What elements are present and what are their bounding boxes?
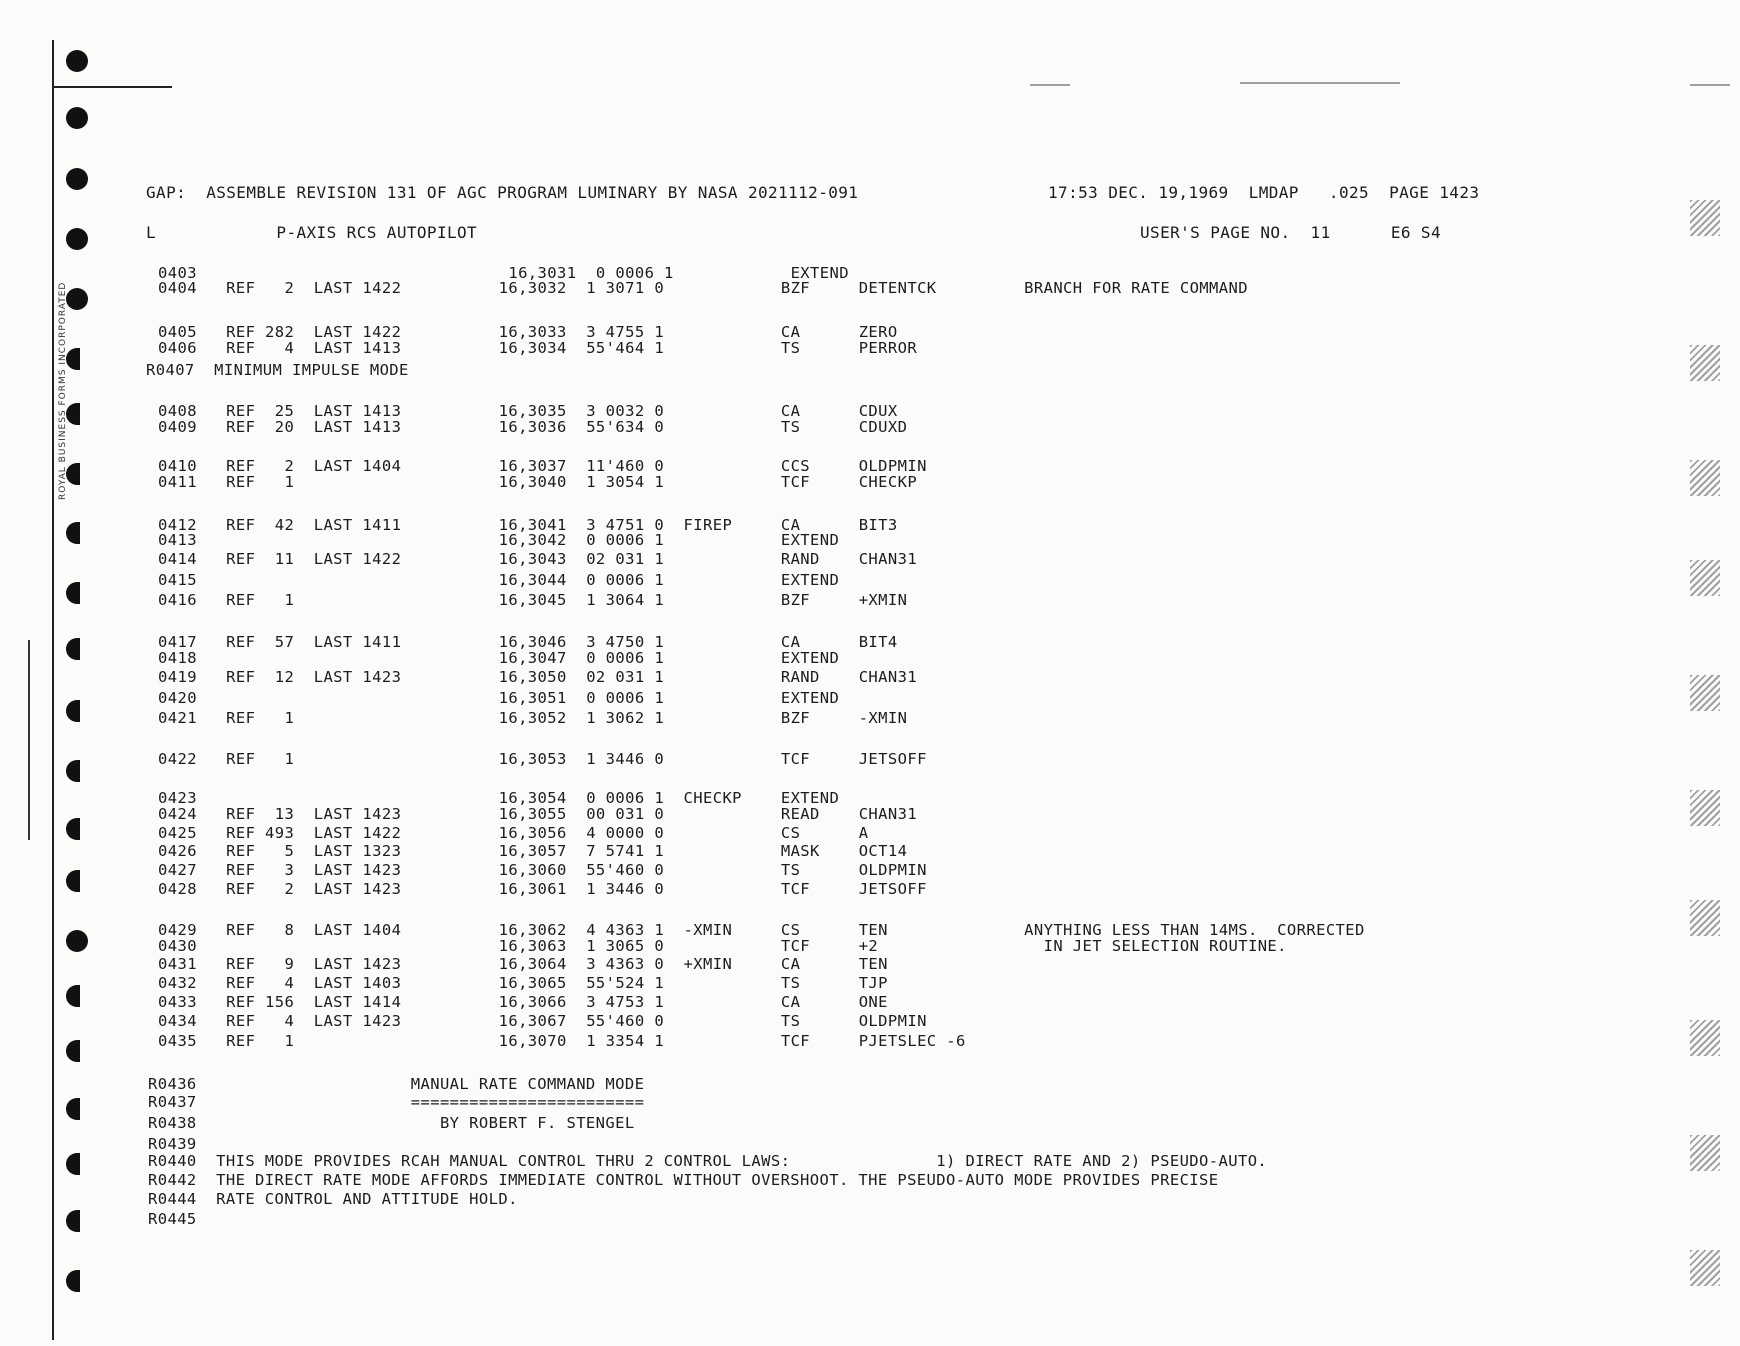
listing-line: 0408 REF 25 LAST 1413 16,3035 3 0032 0 CA CDUX — [158, 402, 898, 420]
listing-header-right: 17:53 DEC. 19,1969 LMDAP .025 PAGE 1423 — [1048, 183, 1480, 202]
tractor-hole-icon — [66, 930, 88, 952]
tractor-hole-icon — [66, 985, 80, 1007]
listing-line: 0431 REF 9 LAST 1423 16,3064 3 4363 0 +XMIN CA TEN — [158, 955, 888, 973]
users-page-number: USER'S PAGE NO. 11 E6 S4 — [1140, 223, 1441, 242]
listing-header-left: GAP: ASSEMBLE REVISION 131 OF AGC PROGRAM LUMINARY BY NASA 2021112-091 — [146, 183, 859, 202]
listing-line: 0429 REF 8 LAST 1404 16,3062 4 4363 1 -XMIN CS TEN ANYTHING LESS THAN 14MS. CORRECTED — [158, 921, 1365, 939]
listing-line: 0435 REF 1 16,3070 1 3354 1 TCF PJETSLEC -6 — [158, 1032, 966, 1050]
tractor-hole-icon — [66, 107, 88, 129]
listing-line: R0407 MINIMUM IMPULSE MODE — [146, 361, 409, 379]
tractor-hole-icon — [66, 1210, 80, 1232]
edge-smudge — [1690, 675, 1720, 711]
listing-line: 0421 REF 1 16,3052 1 3062 1 BZF -XMIN — [158, 709, 908, 727]
top-rule — [52, 86, 172, 88]
listing-line: R0442 THE DIRECT RATE MODE AFFORDS IMMEDIATE CONTROL WITHOUT OVERSHOOT. THE PSEUDO-AUTO MODE PROVIDES PRECISE — [148, 1171, 1219, 1189]
listing-line: 0434 REF 4 LAST 1423 16,3067 55'460 0 TS OLDPMIN — [158, 1012, 927, 1030]
edge-smudge — [1690, 460, 1720, 496]
listing-line: 0432 REF 4 LAST 1403 16,3065 55'524 1 TS TJP — [158, 974, 888, 992]
tractor-hole-icon — [66, 870, 80, 892]
section-title: L P-AXIS RCS AUTOPILOT — [146, 223, 478, 242]
tractor-hole-icon — [66, 1270, 80, 1292]
edge-smudge — [1690, 345, 1720, 381]
listing-line: 0416 REF 1 16,3045 1 3064 1 BZF +XMIN — [158, 591, 908, 609]
tractor-hole-icon — [66, 403, 80, 425]
smudge-mark — [1690, 84, 1730, 86]
listing-line: R0439 — [148, 1135, 197, 1153]
left-margin-line — [52, 40, 54, 1340]
form-imprint: ROYAL BUSINESS FORMS INCORPORATED — [58, 281, 68, 500]
tractor-hole-icon — [66, 1040, 80, 1062]
tractor-hole-icon — [66, 288, 88, 310]
listing-line: 0403 16,3031 0 0006 1 EXTEND — [158, 264, 849, 282]
listing-line: 0412 REF 42 LAST 1411 16,3041 3 4751 0 FIREP CA BIT3 — [158, 516, 898, 534]
listing-line: 0417 REF 57 LAST 1411 16,3046 3 4750 1 CA BIT4 — [158, 633, 898, 651]
listing-line: 0413 16,3042 0 0006 1 EXTEND — [158, 531, 840, 549]
tractor-hole-icon — [66, 1153, 80, 1175]
tractor-hole-icon — [66, 50, 88, 72]
tractor-hole-icon — [66, 760, 80, 782]
listing-line: 0418 16,3047 0 0006 1 EXTEND — [158, 649, 840, 667]
listing-line: R0438 BY ROBERT F. STENGEL — [148, 1114, 635, 1132]
edge-smudge — [1690, 1135, 1720, 1171]
tractor-hole-icon — [66, 463, 80, 485]
listing-line: R0444 RATE CONTROL AND ATTITUDE HOLD. — [148, 1190, 518, 1208]
listing-line: 0423 16,3054 0 0006 1 CHECKP EXTEND — [158, 789, 840, 807]
listing-line: R0440 THIS MODE PROVIDES RCAH MANUAL CONTROL THRU 2 CONTROL LAWS: 1) DIRECT RATE AND 2) PSEUDO-AUTO. — [148, 1152, 1268, 1170]
tractor-hole-icon — [66, 1098, 80, 1120]
listing-line: 0410 REF 2 LAST 1404 16,3037 11'460 0 CCS OLDPMIN — [158, 457, 927, 475]
tractor-hole-icon — [66, 522, 80, 544]
edge-smudge — [1690, 200, 1720, 236]
edge-smudge — [1690, 900, 1720, 936]
tractor-hole-icon — [66, 638, 80, 660]
listing-line: 0422 REF 1 16,3053 1 3446 0 TCF JETSOFF — [158, 750, 927, 768]
smudge-mark — [1030, 84, 1070, 86]
listing-line: 0415 16,3044 0 0006 1 EXTEND — [158, 571, 840, 589]
listing-line: 0425 REF 493 LAST 1422 16,3056 4 0000 0 CS A — [158, 824, 869, 842]
listing-line: 0433 REF 156 LAST 1414 16,3066 3 4753 1 CA ONE — [158, 993, 888, 1011]
edge-smudge — [1690, 1250, 1720, 1286]
listing-line: 0411 REF 1 16,3040 1 3054 1 TCF CHECKP — [158, 473, 918, 491]
tractor-hole-icon — [66, 168, 88, 190]
listing-line: 0426 REF 5 LAST 1323 16,3057 7 5741 1 MASK OCT14 — [158, 842, 908, 860]
listing-line: 0428 REF 2 LAST 1423 16,3061 1 3446 0 TCF JETSOFF — [158, 880, 927, 898]
listing-line: 0427 REF 3 LAST 1423 16,3060 55'460 0 TS OLDPMIN — [158, 861, 927, 879]
listing-line: 0430 16,3063 1 3065 0 TCF +2 IN JET SELECTION ROUTINE. — [158, 937, 1287, 955]
edge-smudge — [1690, 790, 1720, 826]
tractor-hole-icon — [66, 700, 80, 722]
listing-line: 0419 REF 12 LAST 1423 16,3050 02 031 1 RAND CHAN31 — [158, 668, 918, 686]
edge-smudge — [1690, 1020, 1720, 1056]
listing-line: R0437 ======================== — [148, 1093, 645, 1111]
tractor-hole-icon — [66, 348, 80, 370]
edge-smudge — [1690, 560, 1720, 596]
tractor-hole-icon — [66, 228, 88, 250]
listing-line: 0420 16,3051 0 0006 1 EXTEND — [158, 689, 840, 707]
listing-line: 0406 REF 4 LAST 1413 16,3034 55'464 1 TS PERROR — [158, 339, 918, 357]
fold-line — [28, 640, 30, 840]
listing-line: 0404 REF 2 LAST 1422 16,3032 1 3071 0 BZF DETENTCK BRANCH FOR RATE COMMAND — [158, 279, 1248, 297]
tractor-hole-icon — [66, 818, 80, 840]
listing-line: 0405 REF 282 LAST 1422 16,3033 3 4755 1 CA ZERO — [158, 323, 898, 341]
listing-line: 0414 REF 11 LAST 1422 16,3043 02 031 1 RAND CHAN31 — [158, 550, 918, 568]
listing-line: R0445 — [148, 1210, 197, 1228]
tractor-hole-icon — [66, 582, 80, 604]
smudge-mark — [1240, 82, 1400, 84]
listing-line: R0436 MANUAL RATE COMMAND MODE — [148, 1075, 645, 1093]
listing-line: 0409 REF 20 LAST 1413 16,3036 55'634 0 TS CDUXD — [158, 418, 908, 436]
listing-line: 0424 REF 13 LAST 1423 16,3055 00 031 0 READ CHAN31 — [158, 805, 918, 823]
